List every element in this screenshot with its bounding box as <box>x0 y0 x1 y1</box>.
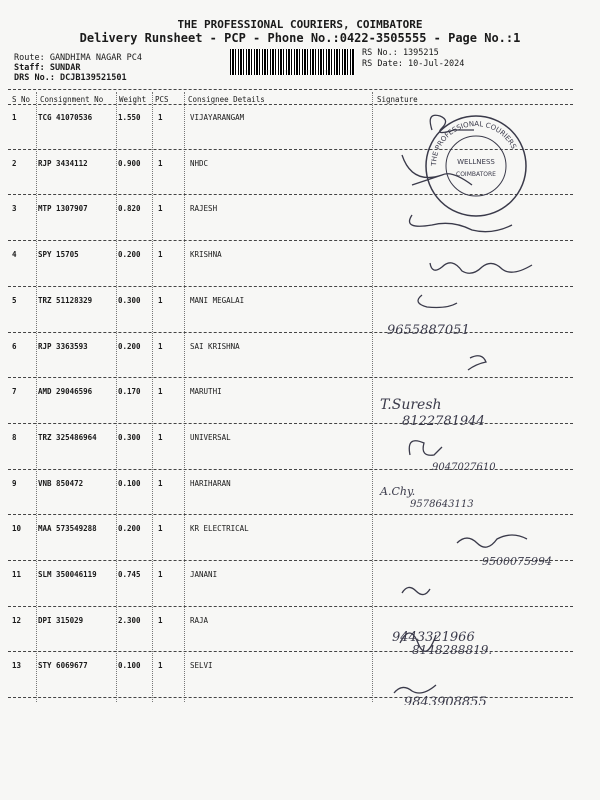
col-header-weight: Weight <box>119 95 147 104</box>
cell-pcs: 1 <box>158 250 163 260</box>
handwriting-phone-12b: 8148288819. <box>412 643 493 657</box>
cell-consignment: TRZ 325486964 <box>38 432 97 442</box>
signature-mark-6 <box>468 356 486 370</box>
cell-sno: 3 <box>12 204 17 214</box>
signature-mark-10 <box>457 535 527 547</box>
cell-sno: 5 <box>12 295 17 305</box>
cell-pcs: 1 <box>158 113 163 122</box>
cell-sno: 4 <box>12 250 17 260</box>
column-separator <box>36 92 37 702</box>
cell-weight: 0.170 <box>118 387 141 397</box>
cell-weight: 0.300 <box>118 432 141 442</box>
cell-consignee: MARUTHI <box>190 387 222 397</box>
cell-weight: 0.100 <box>118 478 141 488</box>
cell-consignee: JANANI <box>190 570 218 579</box>
cell-consignment: RJP 3363593 <box>38 341 88 351</box>
handwriting-name-7: T.Suresh <box>380 397 442 413</box>
handwriting-phone-5: 9655887051 <box>387 323 470 338</box>
cell-consignment: VNB 850472 <box>38 478 84 488</box>
cell-consignment: MTP 1307907 <box>38 204 88 214</box>
column-separator <box>116 92 117 702</box>
signature-mark-8 <box>409 441 442 456</box>
cell-weight: 0.300 <box>118 295 141 305</box>
cell-weight: 0.745 <box>118 570 141 579</box>
cell-consignee: SELVI <box>190 661 213 671</box>
staff-label: Staff: SUNDAR <box>14 63 81 73</box>
cell-consignment: RJP 3434112 <box>38 158 88 168</box>
col-header-consignee: Consignee Details <box>188 95 265 104</box>
col-header-pcs: PCS <box>155 95 169 104</box>
cell-pcs: 1 <box>158 570 163 579</box>
drs-number: DRS No.: DCJB139521501 <box>14 73 127 83</box>
cell-pcs: 1 <box>158 295 163 305</box>
cell-consignee: HARIHARAN <box>190 478 231 488</box>
handwriting-phone-10: 9500075994 <box>482 555 552 568</box>
stamp-bottom-text: COIMBATORE <box>456 171 496 178</box>
cell-consignee: KR ELECTRICAL <box>190 524 249 534</box>
cell-sno: 7 <box>12 387 17 397</box>
col-header-consignment: Consignment No <box>40 95 104 104</box>
signature-mark-11 <box>402 587 430 594</box>
cell-pcs: 1 <box>158 387 163 397</box>
col-header-signature: Signature <box>377 95 418 104</box>
cell-consignment: SPY 15705 <box>38 250 79 260</box>
handwriting-name-9: A.Chy. <box>380 485 416 498</box>
cell-consignment: TCG 41070536 <box>38 113 93 122</box>
cell-pcs: 1 <box>158 524 163 534</box>
cell-consignment: MAA 573549288 <box>38 524 97 534</box>
cell-consignee: MANI MEGALAI <box>190 295 245 305</box>
cell-weight: 1.550 <box>118 113 141 122</box>
cell-weight: 0.200 <box>118 524 141 534</box>
cell-pcs: 1 <box>158 661 163 671</box>
cell-consignee: VIJAYARANGAM <box>190 113 245 122</box>
cell-sno: 13 <box>12 661 22 671</box>
cell-consignment: TRZ 51128329 <box>38 295 93 305</box>
col-header-sno: S No <box>12 95 31 104</box>
cell-sno: 6 <box>12 341 17 351</box>
cell-consignee: NHDC <box>190 158 209 168</box>
cell-consignment: DPI 315029 <box>38 615 84 625</box>
stamp-ring-text: THE PROFESSIONAL COURIERS <box>429 119 518 167</box>
cell-sno: 9 <box>12 478 17 488</box>
column-separator <box>152 92 153 702</box>
cell-consignee: RAJESH <box>190 204 218 214</box>
cell-consignment: AMD 29046596 <box>38 387 93 397</box>
column-separator <box>184 92 185 702</box>
cell-pcs: 1 <box>158 432 163 442</box>
handwriting-phone-8: 9047027610 <box>432 462 496 473</box>
cell-pcs: 1 <box>158 478 163 488</box>
signature-mark-4 <box>430 263 532 273</box>
cell-sno: 12 <box>12 615 22 625</box>
cell-consignee: KRISHNA <box>190 250 222 260</box>
cell-weight: 0.200 <box>118 250 141 260</box>
cell-consignment: SLM 350046119 <box>38 570 97 579</box>
cell-sno: 2 <box>12 158 17 168</box>
company-title: THE PROFESSIONAL COURIERS, COIMBATORE <box>177 18 423 31</box>
header-top-rule <box>8 89 573 90</box>
barcode <box>230 49 355 75</box>
cell-weight: 0.900 <box>118 158 141 168</box>
cell-weight: 2.300 <box>118 615 141 625</box>
handwriting-phone-9: 9578643113 <box>410 499 474 510</box>
cell-consignee: SAI KRISHNA <box>190 341 240 351</box>
cell-consignment: STY 6069677 <box>38 661 88 671</box>
signature-mark-5 <box>418 295 457 308</box>
cell-consignee: UNIVERSAL <box>190 432 231 442</box>
stamp-center-text: WELLNESS <box>457 158 495 166</box>
delivery-stamp <box>422 112 530 220</box>
cell-sno: 8 <box>12 432 17 442</box>
route-label: Route: GANDHIMA NAGAR PC4 <box>14 53 142 63</box>
cell-pcs: 1 <box>158 341 163 351</box>
rs-date: RS Date: 10-Jul-2024 <box>362 59 465 69</box>
cell-weight: 0.100 <box>118 661 141 671</box>
cell-pcs: 1 <box>158 204 163 214</box>
rs-number: RS No.: 1395215 <box>362 48 439 58</box>
cell-sno: 1 <box>12 113 17 122</box>
signature-mark-13 <box>394 685 436 693</box>
cell-weight: 0.820 <box>118 204 141 214</box>
cell-weight: 0.200 <box>118 341 141 351</box>
handwriting-phone-12: 9443321966 <box>392 630 475 645</box>
cell-pcs: 1 <box>158 615 163 625</box>
cell-consignee: RAJA <box>190 615 209 625</box>
handwriting-phone-7: 8122781944 <box>402 414 485 429</box>
cell-sno: 11 <box>12 570 22 579</box>
cell-sno: 10 <box>12 524 22 534</box>
runsheet-subtitle: Delivery Runsheet - PCP - Phone No.:0422-3505555 - Page No.:1 <box>79 31 521 45</box>
cell-pcs: 1 <box>158 158 163 168</box>
handwriting-phone-13: 9843908855 <box>404 695 487 705</box>
